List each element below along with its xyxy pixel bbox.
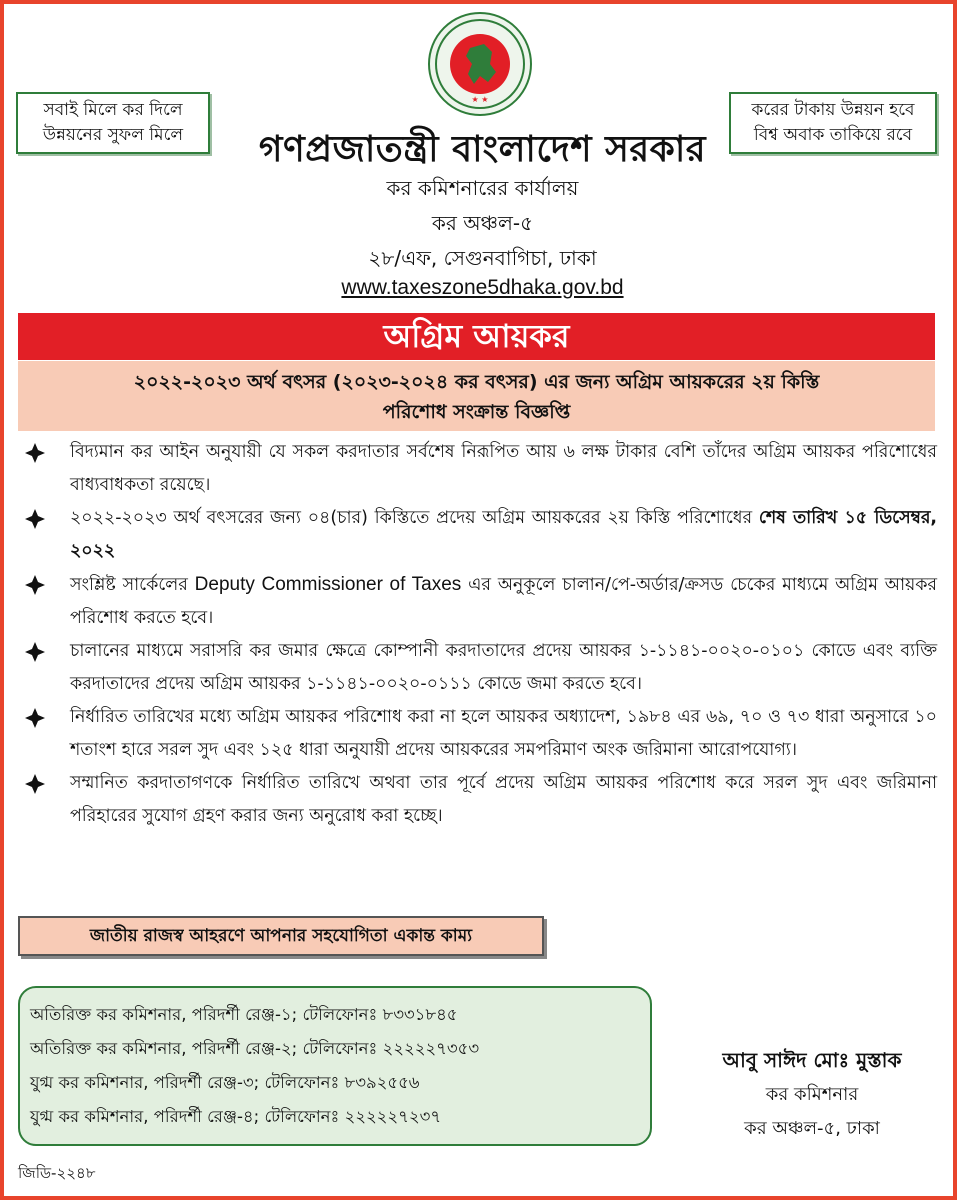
office-name: কর কমিশনারের কার্যালয় [386, 176, 579, 200]
subtitle-line-1: ২০২২-২০২৩ অর্থ বৎসর (২০২৩-২০২৪ কর বৎসর) এর জন্য অগ্রিম আয়করের ২য় কিস্তি [133, 371, 820, 393]
contact-line: অতিরিক্ত কর কমিশনার, পরিদর্শী রেঞ্জ-১; টেলিফোনঃ ৮৩৩১৮৪৫ [30, 1005, 458, 1024]
website-link[interactable]: www.taxeszone5dhaka.gov.bd [341, 276, 624, 299]
list-item [18, 701, 937, 767]
diamond-bullet-icon [24, 442, 46, 464]
slogan-right-line-1: করের টাকায় উন্নয়ন হবে [751, 100, 915, 120]
tax-zone: কর অঞ্চল-৫ [431, 211, 534, 235]
slogan-left-line-2: উন্নয়নের সুফল মিলে [42, 125, 184, 145]
list-item [18, 568, 937, 635]
diamond-bullet-icon [24, 508, 46, 530]
bullet-text: সম্মানিত করদাতাগণকে নির্ধারিত তারিখে অথবা তার পূর্বে প্রদেয় অগ্রিম আয়কর পরিশোধ করে সরল সুদ এবং জরিমানা পরিহারের সুযোগ গ্রহণ করার জন্য অনুরোধ করা হচ্ছে। [70, 773, 937, 826]
contact-line: যুগ্ম কর কমিশনার, পরিদর্শী রেঞ্জ-৪; টেলিফোনঃ ২২২২২৭২৩৭ [30, 1107, 442, 1126]
contact-line: অতিরিক্ত কর কমিশনার, পরিদর্শী রেঞ্জ-২; টেলিফোনঃ ২২২২২৭৩৫৩ [30, 1039, 480, 1058]
signatory-office: কর অঞ্চল-৫, ঢাকা [744, 1118, 880, 1139]
list-item [18, 767, 937, 833]
svg-text:★ ★: ★ ★ [471, 95, 489, 104]
slogan-left-line-1: সবাই মিলে কর দিলে [43, 100, 183, 120]
bullet-text-cont: এর অনুকূলে চালান/পে-অর্ডার/ক্রসড চেকের মাধ্যমে অগ্রিম আয়কর পরিশোধ করতে হবে। [70, 575, 937, 628]
office-address: ২৮/এফ, সেগুনবাগিচা, ঢাকা [368, 246, 597, 270]
bullet-text: চালানের মাধ্যমে সরাসরি কর জমার ক্ষেত্রে কোম্পানী করদাতাদের প্রদেয় আয়কর ১-১১৪১-০০২০-০১০১ কোডে এবং ব্যক্তি করদাতাদের প্রদেয় অগ্রিম আয়কর ১-১১৪১-০০২০-০১১১ কোডে জমা করতে হবে। [70, 641, 937, 694]
seal-graphic [430, 14, 530, 114]
diamond-bullet-icon [24, 574, 46, 596]
diamond-bullet-icon [24, 641, 46, 663]
government-seal-icon [428, 12, 532, 116]
government-title: গণপ্রজাতন্ত্রী বাংলাদেশ সরকার [258, 129, 707, 170]
notice-subtitle [18, 361, 935, 431]
signatory-name: আবু সাঈদ মোঃ মুস্তাক [722, 1048, 902, 1072]
list-item [18, 635, 937, 701]
dct-english-text: Deputy Commissioner of Taxes [194, 574, 462, 595]
cooperation-notice: জাতীয় রাজস্ব আহরণে আপনার সহযোগিতা একান্ত কাম্য [18, 916, 544, 956]
bullet-text: বিদ্যমান কর আইন অনুযায়ী যে সকল করদাতার সর্বশেষ নিরূপিত আয় ৬ লক্ষ টাকার বেশি তাঁদের অগ্রিম আয়কর পরিশোধের বাধ্যবাধকতা রয়েছে। [70, 442, 937, 495]
bullet-text: ২০২২-২০২৩ অর্থ বৎসরের জন্য ০৪(চার) কিস্তিতে প্রদেয় অগ্রিম আয়করের ২য় কিস্তি পরিশোধের [70, 508, 759, 528]
slogan-right-line-2: বিশ্ব অবাক তাকিয়ে রবে [753, 125, 913, 145]
bullet-text: নির্ধারিত তারিখের মধ্যে অগ্রিম আয়কর পরিশোধ করা না হলে আয়কর অধ্যাদেশ, ১৯৮৪ এর ৬৯, ৭০ ও ৭৩ ধারা অনুসারে ১০ শতাংশ হারে সরল সুদ এবং ১২৫ ধারা অনুযায়ী প্রদেয় আয়করের সমপরিমাণ অংক জরিমানা আরোপযোগ্য। [70, 707, 937, 760]
list-item [18, 436, 937, 502]
diamond-bullet-icon [24, 773, 46, 795]
diamond-bullet-icon [24, 707, 46, 729]
contact-line: যুগ্ম কর কমিশনার, পরিদর্শী রেঞ্জ-৩; টেলিফোনঃ ৮৩৯২৫৫৬ [30, 1073, 420, 1092]
bullet-text: সংশ্লিষ্ট সার্কেলের [70, 575, 195, 595]
deadline-text: শেষ তারিখ ১৫ ডিসেম্বর, ২০২২ [70, 508, 938, 561]
advance-tax-banner: অগ্রিম আয়কর [18, 313, 935, 360]
signature-block [680, 1042, 944, 1146]
contact-box [18, 986, 652, 1146]
list-item [18, 502, 937, 568]
subtitle-line-2: পরিশোধ সংক্রান্ত বিজ্ঞপ্তি [382, 401, 571, 423]
signatory-designation: কর কমিশনার [765, 1084, 859, 1105]
notice-bullet-list [18, 436, 937, 833]
gd-code: জিডি-২২৪৮ [18, 1164, 96, 1182]
